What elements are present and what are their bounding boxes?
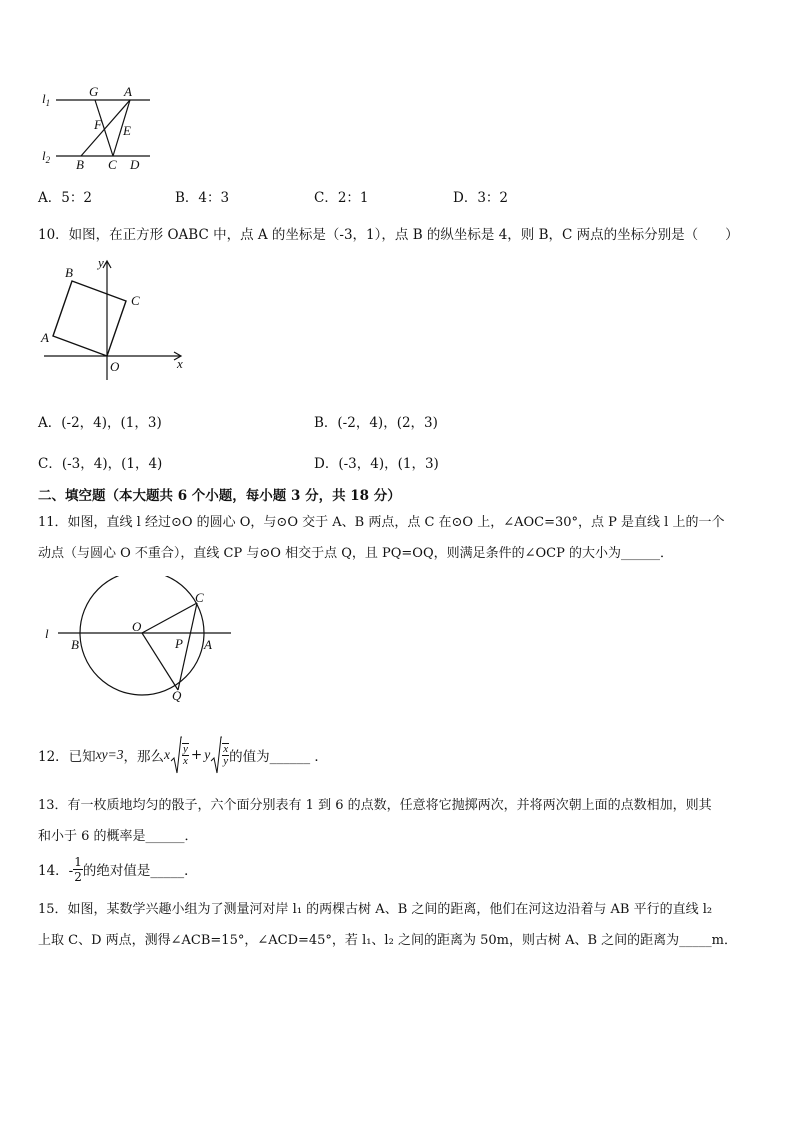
q12-x: x [164,747,171,762]
label-Q: Q [172,688,182,702]
q12-frac1: $\frac{y}{x}$ [183,743,188,767]
label-C: C [131,293,140,308]
q9-option-d: D．3：2 [453,190,509,206]
label-y: y [98,255,104,270]
label-l2: $l_2$ [42,148,51,165]
q11-line1: 11．如图，直线 l 经过⊙O 的圆心 O，与⊙O 交于 A、B 两点，点 C 在⊙O 上，∠AOC=30°，点 P 是直线 l 上的一个 [38,515,725,530]
label-B: B [65,265,73,280]
q12-line [38,735,328,775]
label-l1: $l_1$ [42,91,51,108]
label-A: A [204,637,212,652]
q11-figure [38,576,238,702]
q15-line1: 15．如图，某数学兴趣小组为了测量河对岸 l₁ 的两棵古树 A、B 之间的距离，他们在河这边沿着与 AB 平行的直线 l₂ [38,902,713,917]
label-O: O [110,359,120,374]
q14-fraction: $\frac{1}{2}$ [74,854,82,884]
q12-prefix: 12．已知 [38,749,96,765]
q10-option-c: C．(-3，4)，(1，4) [38,456,163,472]
segment-OQ [142,633,178,690]
circle-O [80,576,204,695]
q9-option-c: C．2：1 [314,190,369,206]
q10-stem: 10．如图，在正方形 OABC 中，点 A 的坐标是（-3，1），点 B 的纵坐标是 4，则 B，C 两点的坐标分别是（ ） [38,227,739,243]
label-x: x [177,356,183,371]
label-A: A [124,84,132,99]
label-C: C [195,590,204,605]
q10-option-d: D．(-3，4)，(1，3) [314,456,439,472]
q10-option-b: B．(-2，4)，(2，3) [314,415,438,431]
q11-line2: 动点（与圆心 O 不重合），直线 CP 与⊙O 相交于点 Q，且 PQ=OQ，则满足条件的∠OCP 的大小为______． [38,546,673,561]
q9-option-b: B．4：3 [175,190,230,206]
label-O: O [132,619,142,634]
q14-prefix: 14．- [38,863,74,879]
q10-figure [38,252,190,380]
segment-OC [142,603,197,633]
label-B: B [76,157,84,172]
q14-suffix: 的绝对值是_____． [82,863,198,879]
q13-line2: 和小于 6 的概率是______． [38,829,198,844]
label-G: G [89,84,99,99]
q12-given: xy=3 [95,747,124,762]
q12-mid: ，那么 [123,749,165,765]
sqrt-icon [210,735,222,775]
q14-line [38,852,198,886]
label-F: F [94,117,102,132]
q12-plus: + [190,747,203,763]
q15-line2: 上取 C、D 两点，测得∠ACB=15°，∠ACD=45°，若 l₁、l₂ 之间的距离为 50m，则古树 A、B 之间的距离为_____m． [38,933,737,948]
sqrt-icon [170,735,182,775]
q12-frac2: $\frac{x}{y}$ [223,743,229,767]
q12-y: y [204,747,211,762]
label-D: D [130,157,140,172]
label-B: B [71,637,79,652]
q10-option-a: A．(-2，4)，(1，3) [38,415,162,431]
section-heading: 二、填空题（本大题共 6 个小题，每小题 3 分，共 18 分） [38,488,401,504]
q9-option-a: A．5：2 [38,190,92,206]
label-P: P [175,636,183,651]
label-A: A [41,330,49,345]
q12-suffix: 的值为______ ． [229,749,328,765]
label-E: E [123,123,131,138]
label-C: C [108,157,117,172]
q13-line1: 13．有一枚质地均匀的骰子，六个面分别表有 1 到 6 的点数，任意将它抛掷两次，并将两次朝上面的点数相加，则其 [38,798,712,813]
q9-figure [38,84,156,176]
square-OABC [53,281,126,356]
label-l: l [45,626,49,641]
